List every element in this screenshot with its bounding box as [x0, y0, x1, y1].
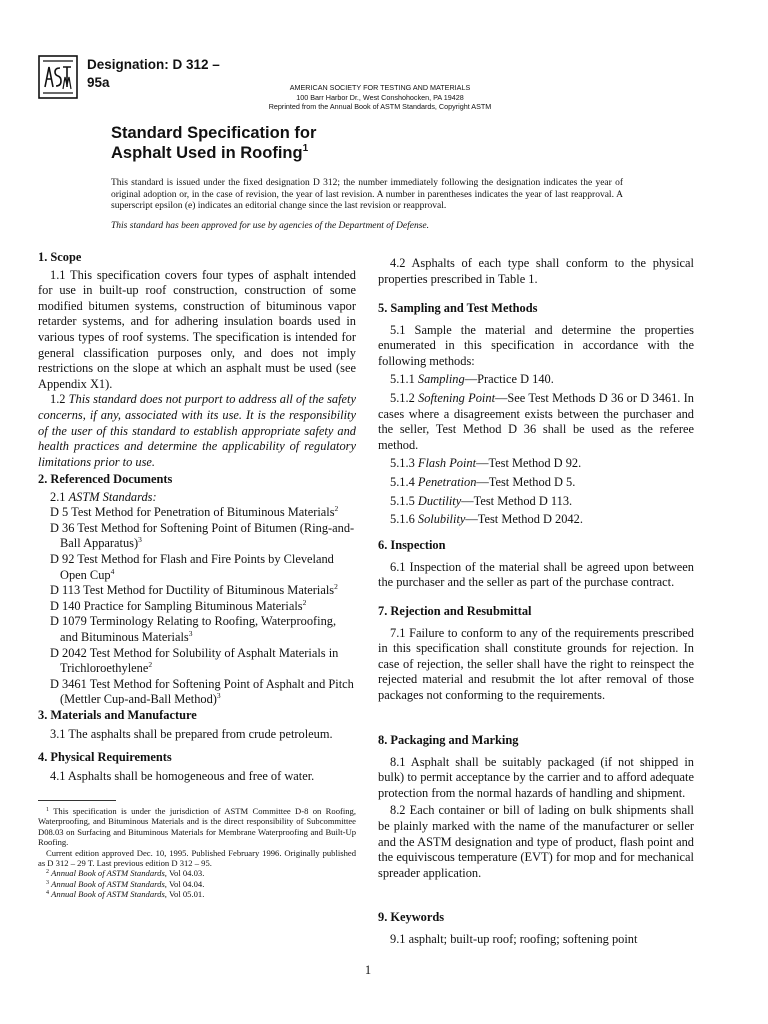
approval-note: This standard has been approved for use by agencies of the Department of Defense. — [111, 221, 430, 231]
section-3 — [38, 708, 356, 742]
footnote-rule — [38, 800, 116, 801]
para-9-1: 9.1 asphalt; built-up roof; roofing; softening point — [390, 931, 638, 946]
page-number: 1 — [364, 963, 372, 977]
method-item: 5.1.6 Solubility—Test Method D 2042. — [390, 512, 583, 527]
reference-item: D 2042 Test Method for Solubility of Asphalt Materials in Trichloroethylene$^2$ — [50, 645, 339, 676]
designation — [87, 56, 247, 92]
reference-item: D 5 Test Method for Penetration of Bituminous Materials$^2$ — [50, 504, 339, 520]
section-3-heading: 3. Materials and Manufacture — [38, 708, 197, 722]
title-line-2 — [111, 143, 451, 163]
para-3-1: 3.1 The asphalts shall be prepared from crude petroleum. — [50, 726, 333, 741]
publisher-block — [230, 83, 530, 112]
reference-item: D 1079 Terminology Relating to Roofing, Waterproofing, and Bituminous Materials$^3$ — [50, 614, 337, 644]
para-2-1-label: ASTM Standards: — [68, 489, 157, 504]
method-item: 5.1.1 Sampling—Practice D 140. — [390, 372, 554, 387]
reference-item: D 3461 Test Method for Softening Point of Asphalt and Pitch (Mettler Cup-and-Ball Method)$^3$ — [50, 676, 354, 707]
document-title — [111, 123, 451, 163]
para-6-1: 6.1 Inspection of the material shall be agreed upon between the purchaser and the seller as part of the purchase contract. — [378, 559, 694, 590]
para-5-1: 5.1 Sample the material and determine the properties enumerated in this specification in accordance with the following methods: — [378, 322, 694, 368]
section-7 — [378, 604, 694, 704]
section-2-heading: 2. Referenced Documents — [38, 472, 173, 486]
org-reprint: Reprinted from the Annual Book of ASTM Standards, Copyright ASTM — [268, 102, 492, 112]
reference-item: D 113 Test Method for Ductility of Bituminous Materials$^2$ — [50, 582, 338, 598]
section-6 — [378, 538, 694, 591]
title-line-2-text: Asphalt Used in Roofing — [111, 144, 303, 162]
section-7-heading: 7. Rejection and Resubmittal — [378, 604, 532, 618]
para-1-2 — [38, 392, 356, 470]
section-2 — [38, 472, 356, 708]
org-name: AMERICAN SOCIETY FOR TESTING AND MATERIALS — [289, 83, 471, 92]
para-4-2-block — [378, 256, 694, 287]
footnote-4: $^4$ Annual Book of ASTM Standards, Vol 05.01. — [46, 889, 205, 900]
reference-item: D 92 Test Method for Flash and Fire Points by Cleveland Open Cup$^4$ — [50, 551, 334, 582]
section-8-heading: 8. Packaging and Marking — [378, 733, 519, 747]
title-line-1: Standard Specification for — [111, 124, 317, 142]
title-footnote-mark: 1 — [302, 143, 309, 154]
para-7-1: 7.1 Failure to conform to any of the requirements prescribed in this specification shall constitute grounds for rejection. In case of rejection, the seller shall have the right to reinspect the rejected material and resubmit the lot after removal of those packages not conforming to the requirements. — [378, 625, 694, 702]
section-1-heading: 1. Scope — [38, 250, 82, 264]
para-4-1: 4.1 Asphalts shall be homogeneous and free of water. — [50, 768, 315, 783]
reference-item: D 36 Test Method for Softening Point of Bitumen (Ring-and-Ball Apparatus)$^3$ — [50, 520, 355, 551]
section-5-heading: 5. Sampling and Test Methods — [378, 301, 538, 315]
para-1-2-text: This standard does not purport to address all of the safety concerns, if any, associated with its use. It is the responsibility of the user of this standard to establish appropriate safety and health practices and determine the applicability of regulatory limitations prior to use. — [38, 392, 356, 469]
para-2-1-number: 2.1 — [50, 489, 66, 504]
designation-line-1: Designation: D 312 – — [87, 57, 220, 72]
section-8 — [378, 733, 694, 881]
footnote-1: $^1$ This specification is under the jurisdiction of ASTM Committee D-8 on Roofing, Waterproofing, and Bituminous Materials and is the direct responsibility of Subcommittee D08.03 on Surfacing and Bituminous Materials for Membrane Waterproofing and Built-Up Roofing. — [38, 806, 356, 848]
para-8-1: 8.1 Asphalt shall be suitably packaged (if not shipped in bulk) to permit acceptance by the carrier and to afford adequate protection from the normal hazards of handling and shipment. — [378, 754, 694, 800]
reference-item: D 140 Practice for Sampling Bituminous Materials$^2$ — [50, 597, 307, 613]
para-1-2-number: 1.2 — [50, 392, 66, 407]
footnote-3: $^3$ Annual Book of ASTM Standards, Vol 04.04. — [46, 878, 205, 889]
method-item: 5.1.2 Softening Point—See Test Methods D 36 or D 3461. In cases where a disagreement exists between the purchaser and the seller, Test Method D 36 shall be used as the referee method. — [378, 390, 694, 452]
para-8-2: 8.2 Each container or bill of lading on bulk shipments shall be plainly marked with the name of the manufacturer or seller and the ASTM designation and type of product, flash point and the equiviscous temperature (EVT) for mop and for mechanical spreader application. — [378, 803, 694, 880]
para-4-2: 4.2 Asphalts of each type shall conform to the physical properties prescribed in Table 1. — [378, 256, 694, 286]
designation-line-2: 95a — [87, 75, 110, 90]
footnote-2: $^2$ Annual Book of ASTM Standards, Vol 04.03. — [46, 868, 205, 879]
section-9 — [378, 910, 694, 947]
para-1-1: 1.1 This specification covers four types of asphalt intended for use in built-up roof construction, construction of some modified bitumen systems, construction of bituminous vapor retarder systems, and for adhering insulation boards used in various types of roof systems. The specification is intended for general classification purposes only, and does not imply restrictions on the slope at which an asphalt must be used (see Appendix X1). — [38, 267, 356, 391]
footnote-1-edition: Current edition approved Dec. 10, 1995. Published February 1996. Originally published as D 312 – 29 T. Last previous edition D 312 – 95. — [38, 847, 356, 869]
section-5 — [378, 301, 694, 528]
org-address: 100 Barr Harbor Dr., West Conshohocken, PA 19428 — [296, 92, 464, 102]
section-6-heading: 6. Inspection — [378, 538, 446, 552]
method-item: 5.1.5 Ductility—Test Method D 113. — [390, 493, 573, 508]
para-2-1 — [38, 490, 356, 506]
section-4-heading: 4. Physical Requirements — [38, 750, 172, 764]
method-item: 5.1.3 Flash Point—Test Method D 92. — [390, 456, 582, 471]
method-item: 5.1.4 Penetration—Test Method D 5. — [390, 474, 576, 489]
issuance-note: This standard is issued under the fixed designation D 312; the number immediately following the designation indicates the year of original adoption or, in the case of revision, the year of last revision. A number in parentheses indicates the year of last reapproval. A superscript epsilon (e) indicates an editorial change since the last revision or reapproval. — [111, 178, 623, 212]
astm-logo — [38, 55, 78, 99]
section-9-heading: 9. Keywords — [378, 910, 445, 924]
section-4 — [38, 750, 356, 784]
section-1 — [38, 250, 356, 470]
footnotes — [38, 806, 356, 900]
